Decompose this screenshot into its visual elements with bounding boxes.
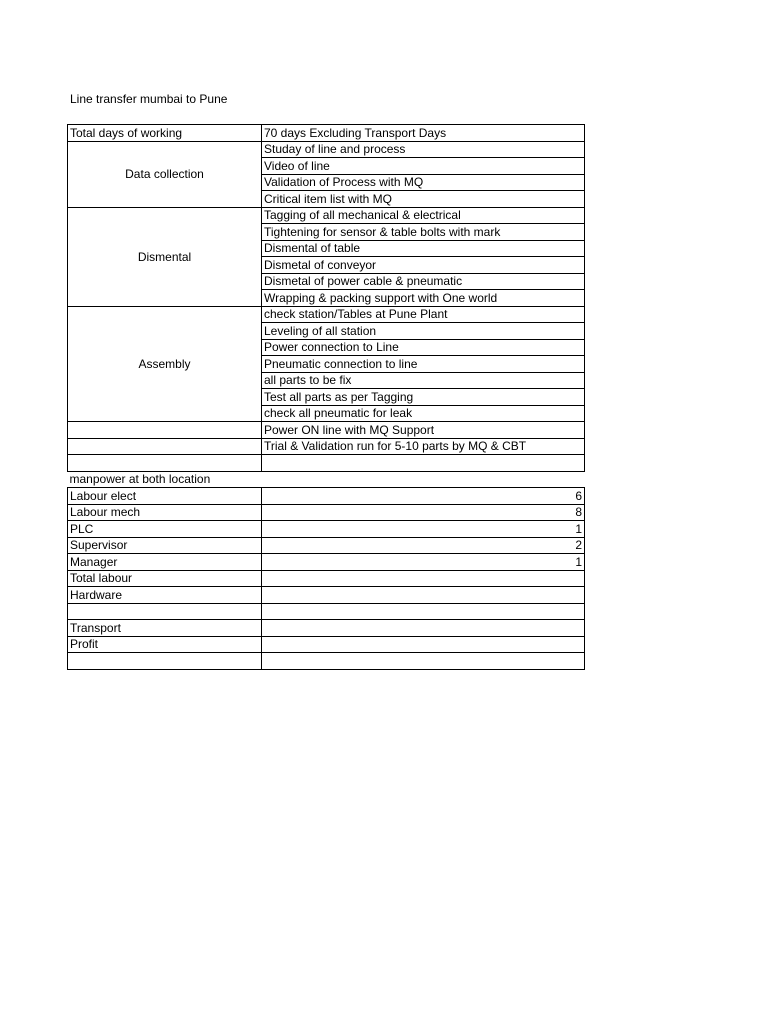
manpower-value [262,570,585,587]
task-cell: check all pneumatic for leak [262,405,585,422]
table-row [68,455,585,472]
table-row [68,125,585,142]
document-title: Line transfer mumbai to Pune [70,92,228,106]
task-cell: Trial & Validation run for 5-10 parts by MQ & CBT [262,438,585,455]
table-row [68,504,585,521]
table-row [68,207,585,224]
task-cell: check station/Tables at Pune Plant [262,306,585,323]
task-cell: Dismental of table [262,240,585,257]
task-cell: Leveling of all station [262,323,585,340]
table-row [68,537,585,554]
task-cell: Studay of line and process [262,141,585,158]
task-cell: Tagging of all mechanical & electrical [262,207,585,224]
task-cell: Video of line [262,158,585,175]
line-transfer-table [67,124,585,670]
table-row [68,620,585,637]
total-days-value: 70 days Excluding Transport Days [262,125,585,142]
table-row [68,141,585,158]
manpower-label: Manager [68,554,262,571]
task-cell: Critical item list with MQ [262,191,585,208]
manpower-label: Transport [68,620,262,637]
task-cell: Validation of Process with MQ [262,174,585,191]
manpower-value [262,603,585,620]
dismental-label: Dismental [68,207,262,306]
manpower-value: 8 [262,504,585,521]
task-cell: Test all parts as per Tagging [262,389,585,406]
manpower-value [262,653,585,670]
table-row [68,587,585,604]
task-cell: all parts to be fix [262,372,585,389]
manpower-label [68,653,262,670]
manpower-heading-row [68,471,585,488]
task-cell: Dismetal of conveyor [262,257,585,274]
manpower-label [68,603,262,620]
manpower-value: 2 [262,537,585,554]
manpower-value: 1 [262,554,585,571]
manpower-label: Total labour [68,570,262,587]
manpower-label: Labour mech [68,504,262,521]
manpower-label: Supervisor [68,537,262,554]
table-row [68,438,585,455]
manpower-value: 1 [262,521,585,538]
table-row [68,521,585,538]
data-collection-label: Data collection [68,141,262,207]
task-cell: Dismetal of power cable & pneumatic [262,273,585,290]
empty-cell [262,455,585,472]
table-row [68,306,585,323]
manpower-label: Labour elect [68,488,262,505]
task-cell: Pneumatic connection to line [262,356,585,373]
empty-cell [68,438,262,455]
manpower-label: PLC [68,521,262,538]
task-cell: Tightening for sensor & table bolts with mark [262,224,585,241]
table-row [68,603,585,620]
table-row [68,554,585,571]
table-row [68,636,585,653]
task-cell: Power connection to Line [262,339,585,356]
table-row [68,653,585,670]
manpower-label: Hardware [68,587,262,604]
manpower-value: 6 [262,488,585,505]
empty-cell [68,422,262,439]
table-row [68,570,585,587]
manpower-label: Profit [68,636,262,653]
total-days-label: Total days of working [68,125,262,142]
table-row [68,488,585,505]
manpower-value [262,620,585,637]
empty-cell [68,455,262,472]
manpower-heading: manpower at both location [68,471,585,488]
manpower-value [262,587,585,604]
table-row [68,422,585,439]
task-cell: Power ON line with MQ Support [262,422,585,439]
task-cell: Wrapping & packing support with One world [262,290,585,307]
manpower-value [262,636,585,653]
assembly-label: Assembly [68,306,262,422]
